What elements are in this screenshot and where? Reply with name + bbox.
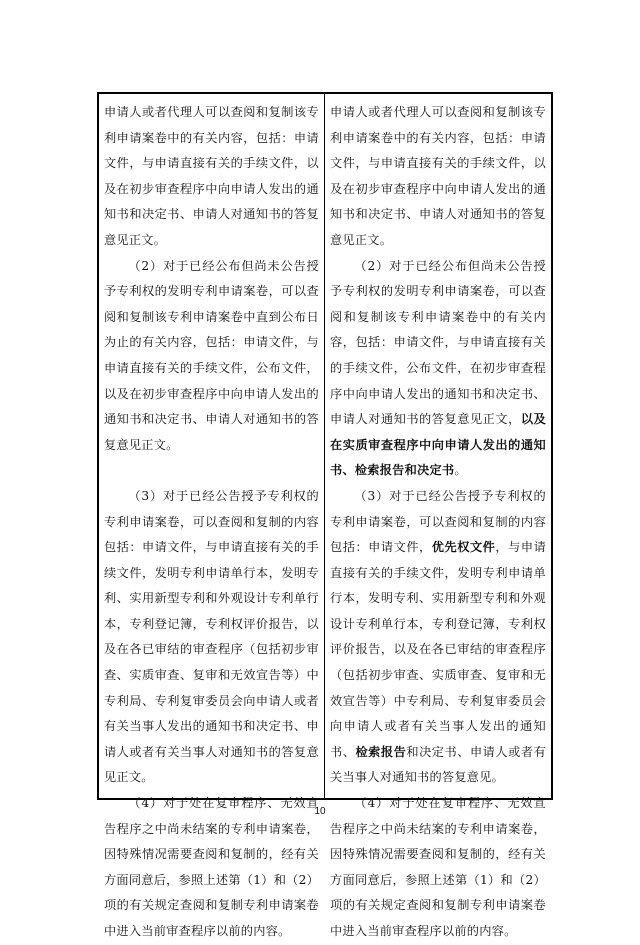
right-paragraph-3-added-text-b: 检索报告 (355, 744, 407, 759)
left-paragraph-2: （2）对于已经公布但尚未公告授予专利权的发明专利申请案卷，可以查阅和复制该专利申请案卷中直到公布日为止的有关内容，包括：申请文件，与申请直接有关的手续文件，公布文件，以及在初步审查程序中向申请人发出的通知书和决定书、申请人对通知书的答复意见正文。 (104, 258, 319, 452)
page-number: 10 (314, 806, 326, 817)
right-paragraph-2 (330, 254, 546, 484)
right-paragraph-3 (330, 484, 546, 791)
right-paragraph-1: 申请人或者代理人可以查阅和复制该专利申请案卷中的有关内容，包括：申请文件，与申请直接有关的手续文件，以及在初步审查程序中向申请人发出的通知书和决定书、申请人对通知书的答复意见正文。 (330, 105, 546, 247)
right-paragraph-2-added-text: 以及在实质审查程序中向申请人发出的通知书、检索报告和决定书 (330, 412, 547, 478)
right-paragraph-3-text-a: （3）对于已经公告授予专利权的专利申请案卷，可以查阅和复制的内容包括：申请文件， (330, 488, 546, 555)
right-paragraph-3-text-c: 和决定书、申请人或者有关当事人对通知书的答复意见。 (330, 744, 547, 785)
right-paragraph-4: （4）对于处在复审程序、无效宣告程序之中尚未结案的专利申请案卷，因特殊情况需要查阅和复制的，经有关方面同意后，参照上述第（1）和（2）项的有关规定查阅和复制专利申请案卷中进入当前审查程序以前的内容。 (330, 796, 546, 938)
right-paragraph-2-end: 。 (454, 463, 467, 478)
left-paragraph-1: 申请人或者代理人可以查阅和复制该专利申请案卷中的有关内容，包括：申请文件，与申请直接有关的手续文件，以及在初步审查程序中向申请人发出的通知书和决定书、申请人对通知书的答复意见正文。 (104, 105, 319, 247)
left-paragraph-3: （3）对于已经公告授予专利权的专利申请案卷，可以查阅和复制的内容包括：申请文件，与申请直接有关的手续文件，发明专利申请单行本，发明专利、实用新型专利和外观设计专利单行本，专利登记簿，专利权评价报告，以及在各已审结的审查程序（包括初步审查、实质审查、复审和无效宣告等）中专利局、专利复审委员会向申请人或者有关当事人发出的通知书和决定书、申请人或者有关当事人对通知书的答复意见正文。 (104, 488, 319, 785)
right-column (325, 94, 551, 938)
right-paragraph-2-text: （2）对于已经公布但尚未公告授予专利权的发明专利申请案卷，可以查阅和复制该专利申请案卷中的有关内容，包括：申请文件，与申请直接有关的手续文件，公布文件，在初步审查程序中向申请人发出的通知书和决定书、申请人对通知书的答复意见正文， (330, 258, 546, 427)
right-paragraph-3-text-b: ，与申请直接有关的手续文件，发明专利申请单行本，发明专利、实用新型专利和外观设计专利单行本，专利登记簿，专利权评价报告，以及在各已审结的审查程序（包括初步审查、实质审查、复审和无效宣告等）中专利局、专利复审委员会向申请人或者有关当事人发出的通知书、 (330, 540, 547, 759)
right-paragraph-3-added-text-a: 优先权文件 (431, 540, 496, 555)
left-paragraph-4: （4）对于处在复审程序、无效宣告程序之中尚未结案的专利申请案卷，因特殊情况需要查阅和复制的，经有关方面同意后，参照上述第（1）和（2）项的有关规定查阅和复制专利申请案卷中进入当前审查程序以前的内容。 (104, 796, 320, 938)
left-spacer (104, 458, 319, 484)
